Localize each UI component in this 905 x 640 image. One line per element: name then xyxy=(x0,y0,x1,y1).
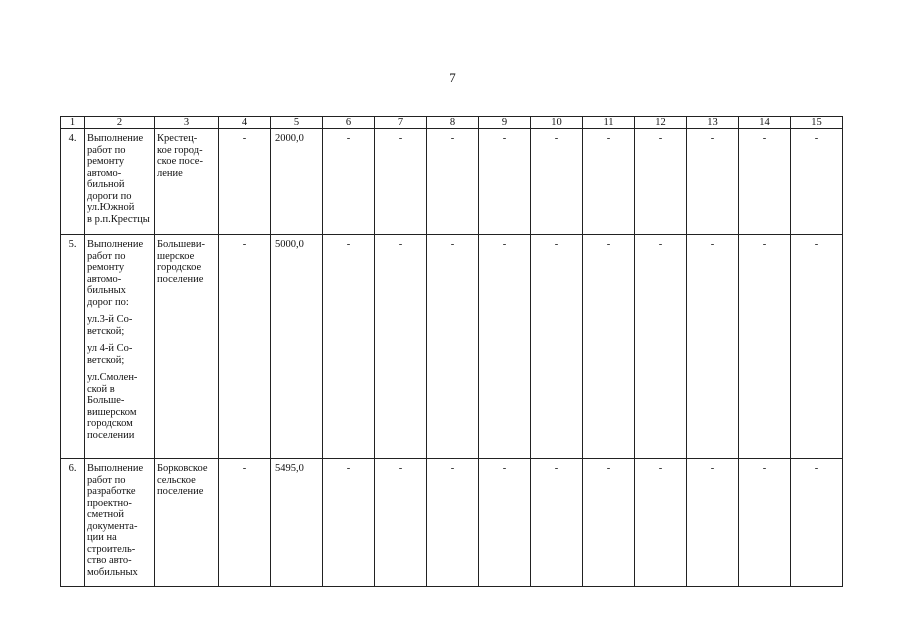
work-line: бильных xyxy=(87,285,126,296)
work-line: городском xyxy=(87,418,133,429)
cell-col-9: - xyxy=(479,129,531,235)
settlement-name xyxy=(155,129,219,235)
col-header-8: 8 xyxy=(427,117,479,129)
cell-col-8: - xyxy=(427,235,479,459)
settlement-name xyxy=(155,459,219,587)
work-line: ской в xyxy=(87,383,115,395)
cell-col-8: - xyxy=(427,459,479,587)
cell-col-11: - xyxy=(583,459,635,587)
col-header-15: 15 xyxy=(791,117,843,129)
work-description xyxy=(85,459,155,587)
work-line: ветской; xyxy=(87,325,125,337)
col-header-12: 12 xyxy=(635,117,687,129)
work-line: бильной xyxy=(87,179,125,190)
work-line: автомо- xyxy=(87,273,122,285)
work-line: ул.Южной xyxy=(87,202,135,213)
work-line: Выполнение xyxy=(87,133,144,144)
header-row xyxy=(61,117,843,129)
cell-col-15: - xyxy=(791,459,843,587)
work-line: работ по xyxy=(87,144,126,156)
col-header-4: 4 xyxy=(219,117,271,129)
cell-col-15: - xyxy=(791,129,843,235)
work-line: сметной xyxy=(87,509,125,520)
work-line: Больше- xyxy=(87,395,125,406)
work-line: Выполнение xyxy=(87,239,144,250)
cell-col-12: - xyxy=(635,459,687,587)
cell-col-9: - xyxy=(479,459,531,587)
work-line: строитель- xyxy=(87,543,136,555)
settlement-line: городское xyxy=(157,262,202,273)
cell-col-12: - xyxy=(635,129,687,235)
cell-col-4: - xyxy=(219,129,271,235)
settlement-line: поселение xyxy=(157,273,204,285)
cell-col-9: - xyxy=(479,235,531,459)
work-line: вишерском xyxy=(87,406,137,418)
work-line: поселении xyxy=(87,429,135,441)
work-line: ветской; xyxy=(87,354,125,366)
work-line: автомо- xyxy=(87,167,122,179)
cell-col-6: - xyxy=(323,129,375,235)
cell-col-14: - xyxy=(739,129,791,235)
work-line: дороги по xyxy=(87,190,132,202)
cell-col-8: - xyxy=(427,129,479,235)
cell-col-13: - xyxy=(687,235,739,459)
col-header-6: 6 xyxy=(323,117,375,129)
settlement-name xyxy=(155,235,219,459)
cell-col-5-amount: 5000,0 xyxy=(271,235,323,459)
col-header-7: 7 xyxy=(375,117,427,129)
cell-col-7: - xyxy=(375,459,427,587)
cell-col-4: - xyxy=(219,235,271,459)
row-number: 4. xyxy=(61,129,85,235)
table-row xyxy=(61,235,843,459)
work-line: ул.3-й Со- xyxy=(87,314,133,325)
work-line: ство авто- xyxy=(87,555,132,566)
cell-col-10: - xyxy=(531,235,583,459)
table-row xyxy=(61,459,843,587)
work-line: дорог по: xyxy=(87,296,129,308)
col-header-13: 13 xyxy=(687,117,739,129)
settlement-line: ское посе- xyxy=(157,156,203,167)
col-header-9: 9 xyxy=(479,117,531,129)
work-line: ции на xyxy=(87,532,117,543)
work-line: работ по xyxy=(87,474,126,486)
cell-col-11: - xyxy=(583,129,635,235)
settlement-line: кое город- xyxy=(157,144,203,156)
cell-col-11: - xyxy=(583,235,635,459)
cell-col-13: - xyxy=(687,459,739,587)
cell-col-5-amount: 5495,0 xyxy=(271,459,323,587)
cell-col-14: - xyxy=(739,459,791,587)
work-description xyxy=(85,129,155,235)
row-number: 5. xyxy=(61,235,85,459)
settlement-line: Крестец- xyxy=(157,133,198,144)
work-line: ул 4-й Со- xyxy=(87,343,133,354)
work-line: мобильных xyxy=(87,566,138,578)
cell-col-6: - xyxy=(323,459,375,587)
work-line: ремонту xyxy=(87,262,125,273)
budget-table xyxy=(60,116,843,587)
work-line: ул.Смолен- xyxy=(87,372,138,383)
page-number: 7 xyxy=(449,70,456,85)
col-header-2: 2 xyxy=(85,117,155,129)
col-header-11: 11 xyxy=(583,117,635,129)
cell-col-10: - xyxy=(531,129,583,235)
work-line: документа- xyxy=(87,520,138,532)
cell-col-6: - xyxy=(323,235,375,459)
cell-col-13: - xyxy=(687,129,739,235)
col-header-1: 1 xyxy=(61,117,85,129)
settlement-line: сельское xyxy=(157,474,196,486)
col-header-5: 5 xyxy=(271,117,323,129)
cell-col-15: - xyxy=(791,235,843,459)
table-row xyxy=(61,129,843,235)
settlement-line: Большеви- xyxy=(157,239,205,250)
cell-col-5-amount: 2000,0 xyxy=(271,129,323,235)
col-header-3: 3 xyxy=(155,117,219,129)
work-line: разработке xyxy=(87,486,136,497)
work-line: в р.п.Крестцы xyxy=(87,213,150,225)
settlement-line: ление xyxy=(157,167,183,179)
work-line: проектно- xyxy=(87,497,132,509)
work-line: работ по xyxy=(87,250,126,262)
work-line: Выполнение xyxy=(87,463,144,474)
work-line: ремонту xyxy=(87,156,125,167)
cell-col-7: - xyxy=(375,129,427,235)
settlement-line: Борковское xyxy=(157,463,208,474)
cell-col-7: - xyxy=(375,235,427,459)
settlement-line: шерское xyxy=(157,250,195,262)
col-header-14: 14 xyxy=(739,117,791,129)
work-description xyxy=(85,235,155,459)
cell-col-4: - xyxy=(219,459,271,587)
cell-col-14: - xyxy=(739,235,791,459)
cell-col-10: - xyxy=(531,459,583,587)
cell-col-12: - xyxy=(635,235,687,459)
col-header-10: 10 xyxy=(531,117,583,129)
row-number: 6. xyxy=(61,459,85,587)
settlement-line: поселение xyxy=(157,486,204,497)
